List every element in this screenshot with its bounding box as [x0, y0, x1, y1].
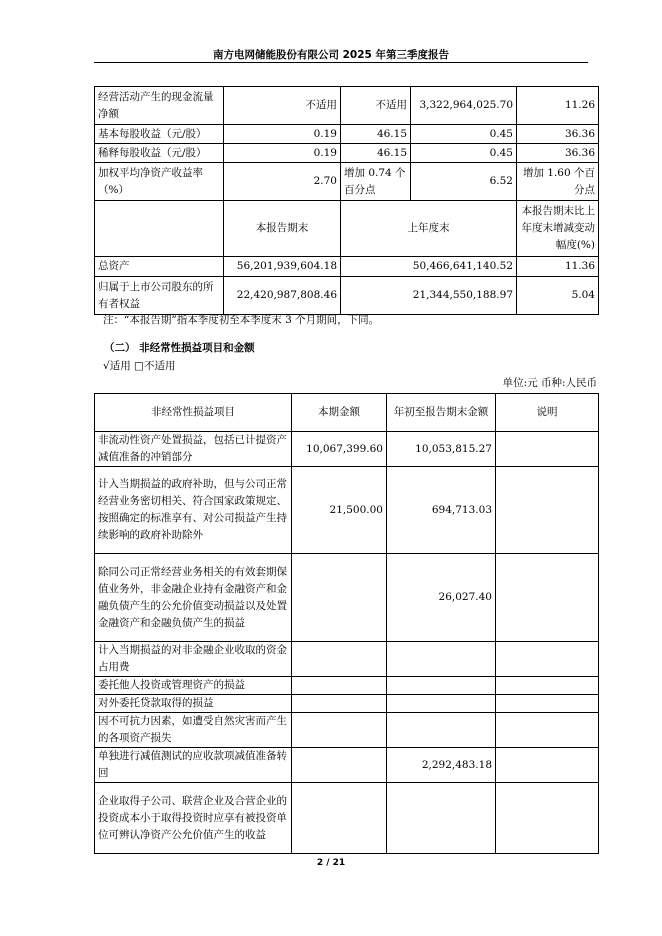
table-row: [95, 257, 599, 277]
cell-value: 46.15: [341, 144, 411, 163]
cell-value: [387, 642, 496, 677]
table-note: 注：“本报告期”指本季度初至本季度末 3 个月期间，下同。: [103, 314, 380, 326]
cell-value: 不适用: [224, 87, 341, 125]
row-label: 归属于上市公司股东的所有者权益: [95, 277, 224, 315]
cell-value: [496, 467, 599, 554]
table-row: [95, 695, 599, 713]
row-label: 对外委托贷款取得的损益: [95, 695, 292, 713]
column-header: 年初至报告期末金额: [387, 394, 496, 432]
table-row: [95, 277, 599, 315]
cell-value: 0.19: [224, 144, 341, 163]
table-row: [95, 144, 599, 163]
cell-value: 0.45: [411, 144, 517, 163]
table-row: [95, 748, 599, 783]
cell-value: [496, 783, 599, 854]
non-recurring-items-table: [94, 393, 599, 854]
cell-value: 36.36: [517, 125, 599, 144]
table-row: [95, 467, 599, 554]
row-label: 计入当期损益的政府补助，但与公司正常经营业务密切相关、符合国家政策规定、按照确定的标准享有、对公司损益产生持续影响的政府补助除外: [95, 467, 292, 554]
cell-value: 6.52: [411, 163, 517, 201]
financial-indicators-table: [94, 86, 599, 315]
table-row: [95, 554, 599, 642]
cell-value: [387, 695, 496, 713]
cell-value: 10,067,399.60: [292, 432, 387, 467]
cell-value: 2.70: [224, 163, 341, 201]
cell-value: [496, 554, 599, 642]
section-title: （二） 非经常性损益项目和金额: [104, 342, 255, 354]
cell-value: [292, 677, 387, 695]
row-label: 因不可抗力因素，如遭受自然灾害而产生的各项资产损失: [95, 713, 292, 748]
table-row: [95, 87, 599, 125]
row-label: 企业取得子公司、联营企业及合营企业的投资成本小于取得投资时应享有被投资单位可辨认净资产公允价值产生的收益: [95, 783, 292, 854]
row-label: 基本每股收益（元/股）: [95, 125, 224, 144]
unit-label: 单位:元 币种:人民币: [502, 377, 597, 389]
table-row: [95, 432, 599, 467]
cell-value: [292, 713, 387, 748]
column-header: 本报告期末: [224, 201, 341, 257]
header-divider: [94, 62, 588, 63]
cell-value: [292, 783, 387, 854]
cell-value: [496, 748, 599, 783]
cell-value: 3,322,964,025.70: [411, 87, 517, 125]
row-label: 稀释每股收益（元/股）: [95, 144, 224, 163]
column-header: 说明: [496, 394, 599, 432]
row-label: 单独进行减值测试的应收款项减值准备转回: [95, 748, 292, 783]
cell-value: [292, 695, 387, 713]
table-subheader-row: [95, 201, 599, 257]
table-row: [95, 783, 599, 854]
table-row: [95, 677, 599, 695]
row-label: 计入当期损益的对非金融企业收取的资金占用费: [95, 642, 292, 677]
row-label: 除同公司正常经营业务相关的有效套期保值业务外，非金融企业持有金融资产和金融负债产生的公允价值变动损益以及处置金融资产和金融负债产生的损益: [95, 554, 292, 642]
cell-value: 5.04: [517, 277, 599, 315]
cell-value: 11.36: [517, 257, 599, 277]
cell-value: 22,420,987,808.46: [224, 277, 341, 315]
column-header: 本期金额: [292, 394, 387, 432]
page-number: 2 / 21: [316, 858, 346, 868]
column-header: 非经常性损益项目: [95, 394, 292, 432]
table-row: [95, 163, 599, 201]
cell-value: [292, 642, 387, 677]
cell-value: [292, 748, 387, 783]
cell-value: 不适用: [341, 87, 411, 125]
cell-value: 增加 0.74 个百分点: [341, 163, 411, 201]
cell-value: [496, 432, 599, 467]
cell-value: 0.45: [411, 125, 517, 144]
cell-value: 21,344,550,188.97: [341, 277, 517, 315]
empty-cell: [95, 201, 224, 257]
table-row: [95, 713, 599, 748]
cell-value: 26,027.40: [387, 554, 496, 642]
cell-value: [496, 695, 599, 713]
cell-value: [496, 677, 599, 695]
page-header-title: 南方电网储能股份有限公司 2025 年第三季度报告: [212, 49, 450, 61]
cell-value: 增加 1.60 个百分点: [517, 163, 599, 201]
column-header: 上年度末: [341, 201, 517, 257]
row-label: 非流动性资产处置损益，包括已计提资产减值准备的冲销部分: [95, 432, 292, 467]
row-label: 经营活动产生的现金流量净额: [95, 87, 224, 125]
cell-value: 0.19: [224, 125, 341, 144]
table-row: [95, 125, 599, 144]
cell-value: 36.36: [517, 144, 599, 163]
row-label: 总资产: [95, 257, 224, 277]
cell-value: [496, 713, 599, 748]
row-label: 委托他人投资或管理资产的损益: [95, 677, 292, 695]
cell-value: [387, 677, 496, 695]
row-label: 加权平均净资产收益率（%）: [95, 163, 224, 201]
cell-value: [387, 713, 496, 748]
cell-value: 10,053,815.27: [387, 432, 496, 467]
cell-value: 21,500.00: [292, 467, 387, 554]
cell-value: 56,201,939,604.18: [224, 257, 341, 277]
table-header-row: [95, 394, 599, 432]
cell-value: 50,466,641,140.52: [341, 257, 517, 277]
cell-value: 2,292,483.18: [387, 748, 496, 783]
cell-value: 46.15: [341, 125, 411, 144]
applicability-indicator: √适用 □不适用: [103, 360, 176, 372]
cell-value: [387, 783, 496, 854]
cell-value: [292, 554, 387, 642]
table-row: [95, 642, 599, 677]
cell-value: 694,713.03: [387, 467, 496, 554]
column-header: 本报告期末比上年度末增减变动幅度(%): [517, 201, 599, 257]
cell-value: [496, 642, 599, 677]
cell-value: 11.26: [517, 87, 599, 125]
